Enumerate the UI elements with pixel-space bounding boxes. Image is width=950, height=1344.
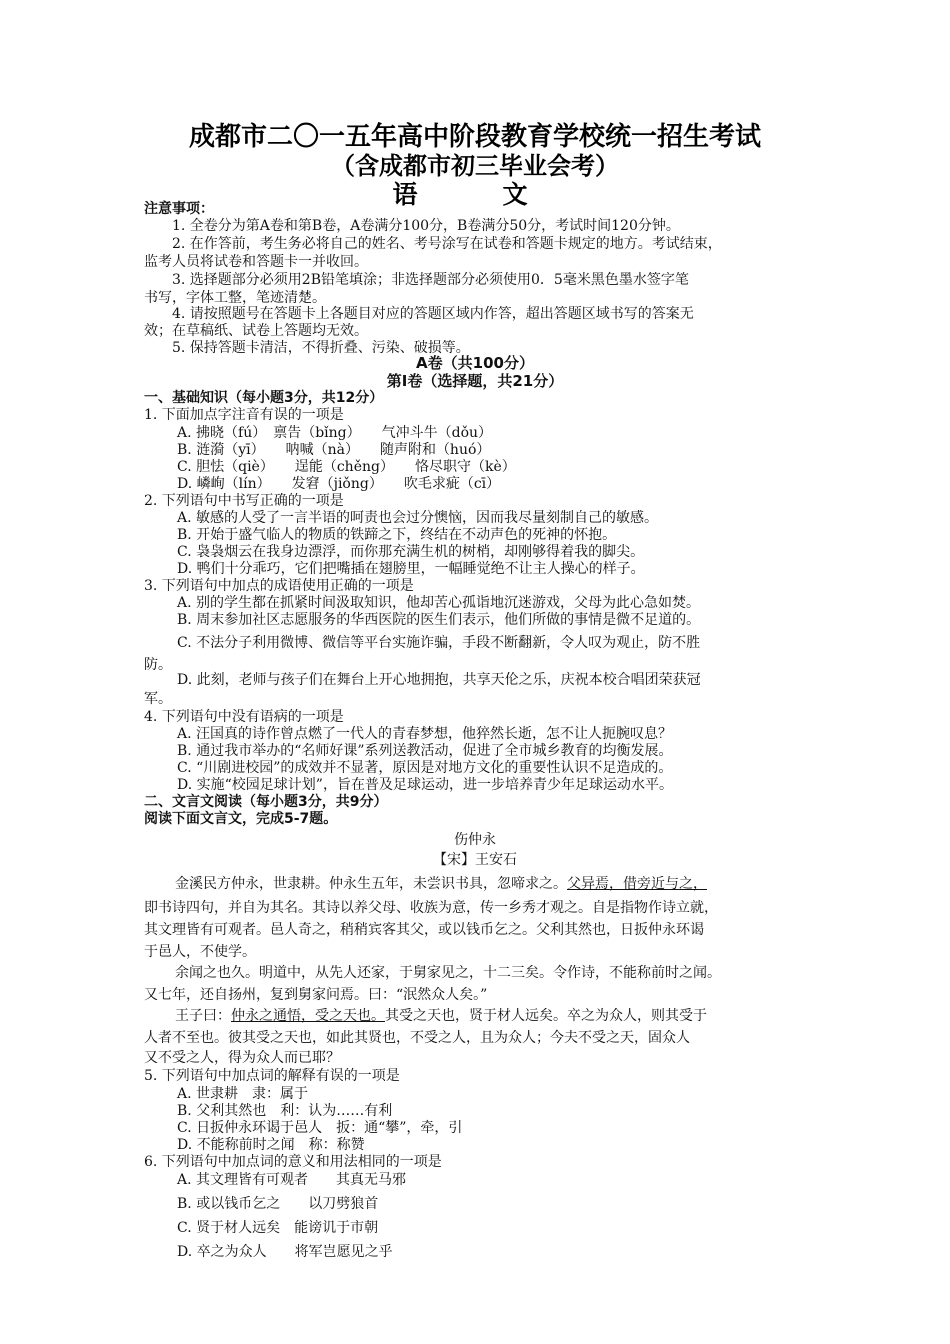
- subject-title: 语 文: [392, 180, 558, 209]
- option: 军。: [144, 691, 172, 707]
- option: A. 世隶耕 隶：属于: [177, 1086, 309, 1102]
- passage-title: 伤仲永: [454, 832, 496, 848]
- option: C. 胆怯（qiè） 逞能（chěng） 恪尽职守（kè）: [177, 459, 516, 475]
- passage-line: 又七年，还自扬州，复到舅家问焉。曰：“泯然众人矣。”: [144, 987, 488, 1003]
- option: B. 或以钱币乞之 以刀劈狼首: [177, 1196, 379, 1212]
- passage-line: 其文理皆有可观者。邑人奇之，稍稍宾客其父，或以钱币乞之。父利其然也，日扳仲永环谒: [144, 922, 704, 938]
- option: D. 鸭们十分乖巧，它们把嘴插在翅膀里，一幅睡觉绝不让主人操心的样子。: [177, 561, 645, 577]
- option: A. 其文理皆有可观者 其真无马邪: [177, 1172, 407, 1188]
- option: A. 拂晓（fú） 禀告（bǐng） 气冲斗牛（dǒu）: [177, 425, 493, 441]
- option: B. 周末参加社区志愿服务的华西医院的医生们表示，他们所做的事情是微不足道的。: [177, 612, 701, 628]
- notice-line: 2. 在作答前，考生务必将自己的姓名、考号涂写在试卷和答题卡规定的地方。考试结束，: [172, 236, 722, 252]
- notice-line: 3. 选择题部分必须用2B铅笔填涂；非选择题部分必须使用0．5毫米黑色墨水签字笔: [172, 272, 689, 288]
- option: C. “川剧进校园”的成效并不显著，原因是对地方文化的重要性认识不足造成的。: [177, 760, 673, 776]
- option: C. 贤于材人远矣 能谤讥于市朝: [177, 1220, 379, 1236]
- option: D. 卒之为众人 将军岂愿见之乎: [177, 1244, 393, 1260]
- passage-line: [175, 876, 707, 892]
- question-stem: 2. 下列语句中书写正确的一项是: [144, 493, 344, 509]
- option: B. 开始于盛气临人的物质的铁蹄之下，终结在不动声色的死神的怀抱。: [177, 527, 617, 543]
- passage-line: 即书诗四句，并自为其名。其诗以养父母、收族为意，传一乡秀才观之。自是指物作诗立就，: [144, 900, 718, 916]
- question-stem: 4. 下列语句中没有语病的一项是: [144, 709, 344, 725]
- passage-author: 【宋】王安石: [433, 852, 517, 868]
- question-stem: 6. 下列语句中加点词的意义和用法相同的一项是: [144, 1154, 442, 1170]
- passage-line: [175, 1008, 707, 1024]
- option: D. 不能称前时之闻 称：称赞: [177, 1137, 365, 1153]
- basic-heading: 一、基础知识（每小题3分，共12分）: [144, 390, 384, 406]
- passage-line: 人者不至也。彼其受之天也，如此其贤也，不受之人，且为众人；今夫不受之天，固众人: [144, 1030, 690, 1046]
- option: C. 袅袅烟云在我身边漂浮，而你那充满生机的树梢，却刚够得着我的脚尖。: [177, 544, 645, 560]
- classical-instruction: 阅读下面文言文，完成5-7题。: [144, 811, 338, 827]
- question-stem: 3. 下列语句中加点的成语使用正确的一项是: [144, 578, 414, 594]
- notice-line: 5. 保持答题卡清洁，不得折叠、污染、破损等。: [172, 340, 470, 356]
- option: D. 实施“校园足球计划”，旨在普及足球运动，进一步培养青少年足球运动水平。: [177, 777, 673, 793]
- section-a-heading: A卷（共100分）: [416, 354, 534, 372]
- underlined-sentence: 父异焉，借旁近与之，: [567, 876, 707, 892]
- notice-line: 书写，字体工整，笔迹清楚。: [144, 290, 326, 306]
- notice-line: 监考人员将试卷和答题卡一并收回。: [144, 254, 368, 270]
- exam-subtitle: （含成都市初三毕业会考）: [331, 152, 619, 180]
- passage-line: 又不受之人，得为众人而已耶？: [144, 1050, 340, 1066]
- classical-heading: 二、文言文阅读（每小题3分，共9分）: [144, 794, 388, 810]
- option: B. 通过我市举办的“名师好课”系列送教活动，促进了全市城乡教育的均衡发展。: [177, 743, 673, 759]
- part1-heading: 第Ⅰ卷（选择题，共21分）: [386, 372, 564, 390]
- option: A. 别的学生都在抓紧时间汲取知识，他却苦心孤诣地沉迷游戏，父母为此心急如焚。: [177, 595, 701, 611]
- notice-line: 效；在草稿纸、试卷上答题均无效。: [144, 323, 368, 339]
- option: D. 嶙峋（lín） 发窘（jiǒng） 吹毛求疵（cī）: [177, 476, 501, 492]
- passage-line: 余闻之也久。明道中，从先人还家，于舅家见之，十二三矣。令作诗，不能称前时之闻。: [175, 965, 721, 981]
- option: B. 涟漪（yī） 呐喊（nà） 随声附和（huó）: [177, 442, 491, 458]
- exam-title: 成都市二〇一五年高中阶段教育学校统一招生考试: [188, 122, 761, 152]
- option: A. 敏感的人受了一言半语的呵责也会过分懊恼，因而我尽量刻制自己的敏感。: [177, 510, 659, 526]
- underlined-sentence: 仲永之通悟，受之天也。: [231, 1008, 385, 1024]
- passage-text: 王子曰：: [175, 1008, 231, 1024]
- option: A. 汪国真的诗作曾点燃了一代人的青春梦想，他猝然长逝，怎不让人扼腕叹息？: [177, 726, 673, 742]
- passage-line: 于邑人，不使学。: [144, 944, 256, 960]
- notice-line: 1. 全卷分为第A卷和第B卷，A卷满分100分，B卷满分50分，考试时间120分钟。: [172, 218, 680, 234]
- question-stem: 1. 下面加点字注音有误的一项是: [144, 407, 344, 423]
- notice-line: 4. 请按照题号在答题卡上各题目对应的答题区域内作答，超出答题区域书写的答案无: [172, 306, 694, 322]
- option: B. 父利其然也 利：认为……有利: [177, 1103, 393, 1119]
- option: 防。: [144, 657, 172, 673]
- passage-text: 其受之天也，贤于材人远矣。卒之为众人，则其受于: [385, 1008, 707, 1024]
- option: C. 不法分子利用微博、微信等平台实施诈骗，手段不断翻新，令人叹为观止，防不胜: [177, 635, 701, 651]
- question-stem: 5. 下列语句中加点词的解释有误的一项是: [144, 1068, 400, 1084]
- passage-text: 金溪民方仲永，世隶耕。仲永生五年，未尝识书具，忽啼求之。: [175, 876, 567, 892]
- notice-heading: 注意事项：: [144, 201, 214, 217]
- option: D. 此刻，老师与孩子们在舞台上开心地拥抱，共享天伦之乐，庆祝本校合唱团荣获冠: [177, 672, 701, 688]
- option: C. 日扳仲永环谒于邑人 扳：通“攀”，牵，引: [177, 1120, 463, 1136]
